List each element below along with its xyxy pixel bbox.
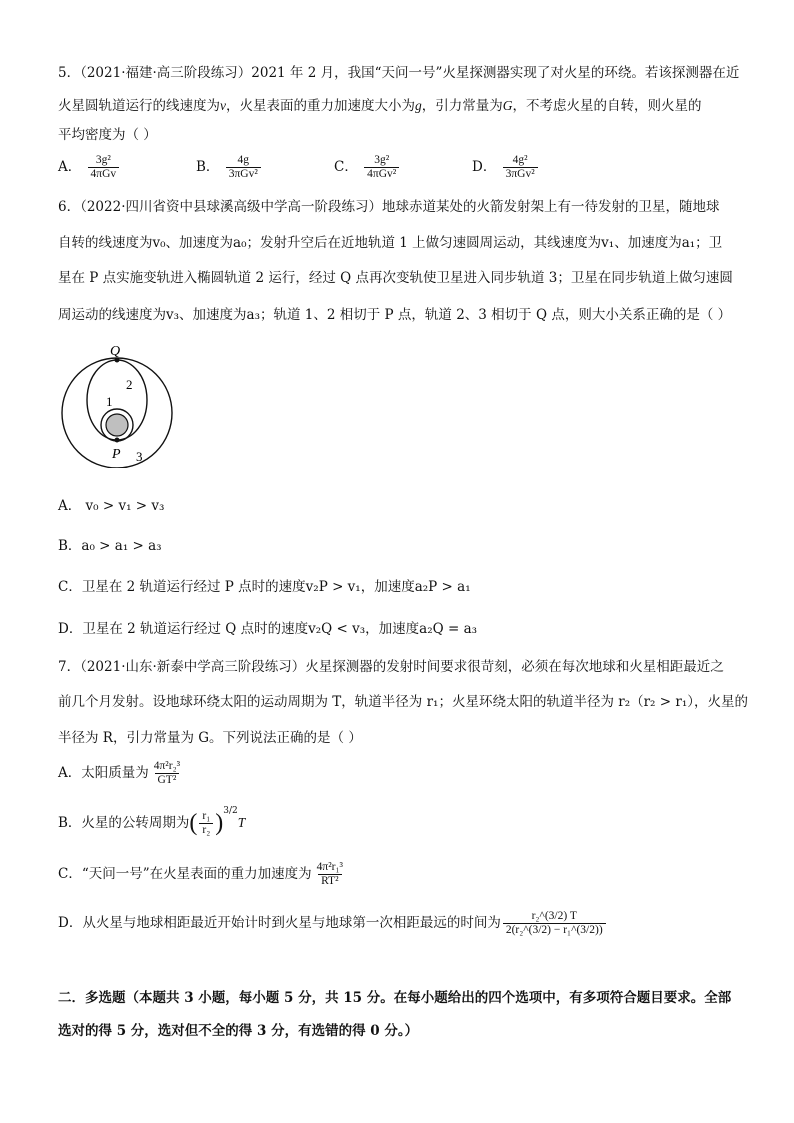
denominator: 3πGv² <box>503 167 538 181</box>
denominator: 2(r₂^(3/2) − r₁^(3/2)) <box>503 923 606 937</box>
numerator: 4π²r₂³ <box>153 760 181 772</box>
q5-option-a-fraction <box>88 154 120 181</box>
q5-option-b[interactable] <box>196 154 263 181</box>
numerator: 4g <box>237 154 249 166</box>
q7-stem-line3: 半径为 R，引力常量为 G。下列说法正确的是（ ） <box>58 730 362 746</box>
option-text: B．火星的公转周期为 <box>58 815 190 831</box>
right-paren: ) <box>215 810 224 836</box>
q5-option-d[interactable] <box>472 154 540 181</box>
option-text: A．太阳质量为 <box>58 765 149 781</box>
q5-text-a: 火星圆轨道运行的线速度为 <box>58 98 220 114</box>
q7-option-b[interactable] <box>58 806 245 837</box>
denominator: 4πGv² <box>364 167 399 181</box>
q5-var-v: v <box>220 98 226 113</box>
q7-option-d-fraction <box>503 910 606 937</box>
earth-shape <box>106 414 128 436</box>
option-label: C． <box>334 159 358 175</box>
q6-option-a[interactable]: A． v₀ > v₁ > v₃ <box>58 498 165 514</box>
left-paren: ( <box>189 810 198 836</box>
q7-option-c[interactable] <box>58 861 348 888</box>
label-q: Q <box>110 344 121 359</box>
q5-text-d: ，不考虑火星的自转，则火星的 <box>512 98 702 114</box>
q6-option-b[interactable]: B．a₀ > a₁ > a₃ <box>58 538 162 554</box>
section-2-heading: 二．多选题（本题共 3 小题，每小题 5 分，共 15 分。在每小题给出的四个选项中，有多项符合题目要求。全部 <box>58 990 732 1006</box>
label-orbit-3: 3 <box>136 449 143 464</box>
q5-text-b: ，火星表面的重力加速度大小为 <box>226 98 415 114</box>
q5-stem-line2 <box>58 97 702 115</box>
q5-var-g: g <box>415 98 422 113</box>
q7-option-d[interactable] <box>58 910 608 937</box>
denominator: r₂ <box>199 823 213 837</box>
point-p-dot <box>115 438 120 443</box>
q7-option-a-fraction <box>151 760 183 787</box>
q6-stem-line3: 星在 P 点实施变轨进入椭圆轨道 2 运行，经过 Q 点再次变轨使卫星进入同步轨道 3；卫星在同步轨道上做匀速圆 <box>58 270 733 286</box>
option-label: B． <box>196 159 220 175</box>
denominator: 4πGv <box>88 167 120 181</box>
option-text: D．从火星与地球相距最近开始计时到火星与地球第一次相距最远的时间为 <box>58 915 501 931</box>
denominator: RT² <box>318 874 341 888</box>
q7-option-a[interactable] <box>58 760 185 787</box>
q6-stem-line4: 周运动的线速度为v₃、加速度为a₃；轨道 1、2 相切于 P 点，轨道 2、3 相切于 Q 点，则大小关系正确的是（ ） <box>58 307 732 323</box>
q7-stem-line1: 7．（2021·山东·新泰中学高三阶段练习）火星探测器的发射时间要求很苛刻，必须在每次地球和火星相距最近之 <box>58 659 724 675</box>
numerator: r₁ <box>202 810 211 822</box>
q6-option-d[interactable]: D．卫星在 2 轨道运行经过 Q 点时的速度v₂Q < v₃，加速度a₂Q = a₃ <box>58 621 478 637</box>
q5-option-b-fraction <box>226 154 261 181</box>
q7-option-b-fraction <box>199 810 213 837</box>
q5-stem-line3: 平均密度为（ ） <box>58 127 157 143</box>
q5-text-c: ，引力常量为 <box>421 98 503 114</box>
q5-option-c[interactable] <box>334 154 401 181</box>
q5-option-a[interactable] <box>58 154 121 181</box>
numerator: 3g² <box>95 154 111 166</box>
section-2-heading-cont: 选对的得 5 分，选对但不全的得 3 分，有选错的得 0 分。） <box>58 1023 419 1039</box>
denominator: 3πGv² <box>226 167 261 181</box>
option-label: A． <box>58 159 82 175</box>
q6-option-c[interactable]: C．卫星在 2 轨道运行经过 P 点时的速度v₂P > v₁，加速度a₂P > a₁ <box>58 579 471 595</box>
orbit-diagram <box>58 338 180 468</box>
label-orbit-2: 2 <box>126 377 133 392</box>
numerator: 3g² <box>374 154 390 166</box>
numerator: 4π²r₁³ <box>316 861 343 873</box>
denominator: GT² <box>155 773 180 787</box>
q7-option-c-fraction <box>314 861 346 888</box>
q5-option-d-fraction <box>503 154 538 181</box>
numerator: 4g² <box>512 154 528 166</box>
var-T: T <box>237 815 246 830</box>
option-text: C．“天问一号”在火星表面的重力加速度为 <box>58 866 312 882</box>
q5-stem-line1: 5．（2021·福建·高三阶段练习）2021 年 2 月，我国“天问一号”火星探测器实现了对火星的环绕。若该探测器在近 <box>58 65 740 81</box>
q6-stem-line1: 6．（2022·四川省资中县球溪高级中学高一阶段练习）地球赤道某处的火箭发射架上有一待发射的卫星，随地球 <box>58 199 720 215</box>
option-label: D． <box>472 159 497 175</box>
q7-stem-line2: 前几个月发射。设地球环绕太阳的运动周期为 T，轨道半径为 r₁；火星环绕太阳的轨道半径为 r₂（r₂ > r₁），火星的 <box>58 694 748 710</box>
q6-stem-line2: 自转的线速度为v₀、加速度为a₀；发射升空后在近地轨道 1 上做匀速圆周运动，其线速度为v₁、加速度为a₁；卫 <box>58 235 723 251</box>
numerator: r₂^(3/2) T <box>531 910 577 922</box>
q5-var-G: G <box>502 98 513 113</box>
label-orbit-1: 1 <box>106 394 113 409</box>
label-p: P <box>112 447 121 462</box>
exponent: 3/2 <box>223 806 238 816</box>
q5-option-c-fraction <box>364 154 399 181</box>
